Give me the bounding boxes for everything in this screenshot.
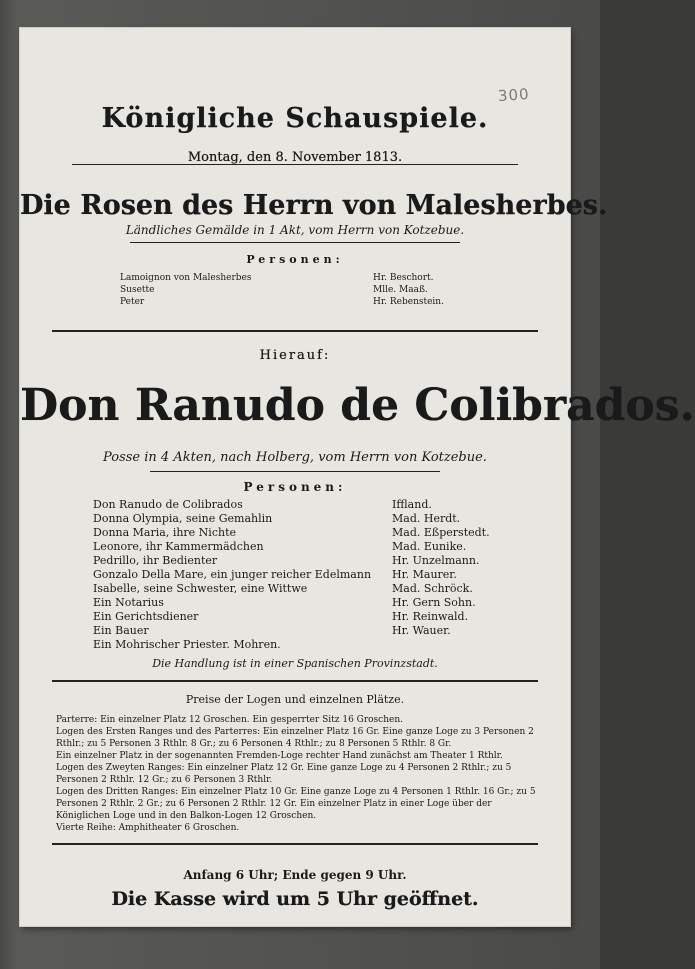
performance-date: Montag, den 8. November 1813. [187,150,403,165]
divider [150,471,440,472]
play2-personen-label: Personen: [243,480,347,494]
play2-actor: Iffland. [392,498,432,511]
play2-actor: Hr. Maurer. [392,568,457,581]
divider [130,242,460,243]
play2-role: Don Ranudo de Colibrados [93,498,243,511]
play2-role: Donna Olympia, seine Gemahlin [93,512,273,525]
play1-role: Lamoignon von Malesherbes [120,273,252,283]
play2-subtitle: Posse in 4 Akten, nach Holberg, vom Herrn von Kotzebue. [103,450,487,465]
play1-actor: Hr. Beschort. [373,273,434,283]
price-line: Logen des Ersten Ranges und des Parterres: Ein einzelner Platz 16 Gr. Eine ganze Loge zu 3 Personen 2 Rthlr.; zu 5 Personen 3 Rthlr. 8 Gr.; zu 6 Personen 4 Rthlr.; zu 8 Personen 5 Rthlr. 8 Gr. [56,727,534,749]
theater-title: Königliche Schauspiele. [101,103,489,134]
play1-role: Susette [120,285,155,295]
play2-actor: Hr. Gern Sohn. [392,596,476,609]
play2-role: Ein Gerichtsdiener [93,610,199,623]
play1-personen-label: Personen: [246,253,344,266]
play2-actor: Hr. Reinwald. [392,610,469,623]
play1-title: Die Rosen des Herrn von Malesherbes. [20,190,608,221]
price-line: Logen des Zweyten Ranges: Ein einzelner Platz 12 Gr. Eine ganze Loge zu 4 Personen 2 Rthlr.; zu 5 Personen 2 Rthlr. 12 Gr.; zu 6 Personen 3 Rthlr. [56,763,512,785]
play2-actor: Mad. Schröck. [392,582,473,595]
divider [52,843,538,845]
play2-role: Donna Maria, ihre Nichte [93,526,236,539]
play2-role: Gonzalo Della Mare, ein junger reicher Edelmann [93,568,372,581]
play2-actor: Mad. Eunike. [392,540,467,553]
divider [52,330,538,332]
play1-actor: Mlle. Maaß. [373,285,428,295]
play2-actor: Hr. Unzelmann. [392,554,480,567]
start-time: Anfang 6 Uhr; Ende gegen 9 Uhr. [183,868,407,882]
play2-actor: Hr. Wauer. [392,624,451,637]
playbill-sheet [20,28,695,926]
play2-setting: Die Handlung ist in einer Spanischen Provinzstadt. [152,657,438,670]
play2-role: Ein Bauer [93,624,149,637]
play1-role: Peter [120,297,145,307]
price-line: Parterre: Ein einzelner Platz 12 Groschen. Ein gesperrter Sitz 16 Groschen. [56,715,404,725]
handwritten-note: 300 [497,84,531,106]
price-line: Vierte Reihe: Amphitheater 6 Groschen. [56,823,240,833]
play2-role: Ein Mohrischer Priester. Mohren. [93,638,281,651]
play2-role: Isabelle, seine Schwester, eine Wittwe [93,582,308,595]
play2-actor: Mad. Eßperstedt. [392,526,490,539]
play2-role: Leonore, ihr Kammermädchen [93,540,264,553]
divider [72,164,518,165]
hierauf-label: Hierauf: [259,348,331,363]
play2-role: Pedrillo, ihr Bedienter [93,554,218,567]
play2-actor: Mad. Herdt. [392,512,461,525]
play1-actor: Hr. Rebenstein. [373,297,444,307]
divider [52,680,538,682]
prices-title: Preise der Logen und einzelnen Plätze. [185,693,405,706]
play1-subtitle: Ländliches Gemälde in 1 Akt, vom Herrn von Kotzebue. [125,223,465,237]
price-line: Ein einzelner Platz in der sogenannten Fremden-Loge rechter Hand zunächst am Theater 1 Rthlr. [56,751,503,761]
play2-role: Ein Notarius [93,596,164,609]
price-line: Logen des Dritten Ranges: Ein einzelner Platz 10 Gr. Eine ganze Loge zu 4 Personen 1 Rthlr. 16 Gr.; zu 5 Personen 2 Rthlr. 2 Gr.; zu 6 Personen 2 Rthlr. 12 Gr. Ein einzelner Platz in einer Loge über der Königlichen Loge und in den Balkon-Logen 12 Groschen. [56,787,536,821]
box-office-opening: Die Kasse wird um 5 Uhr geöffnet. [111,888,479,910]
play2-title: Don Ranudo de Colibrados. [20,380,695,431]
